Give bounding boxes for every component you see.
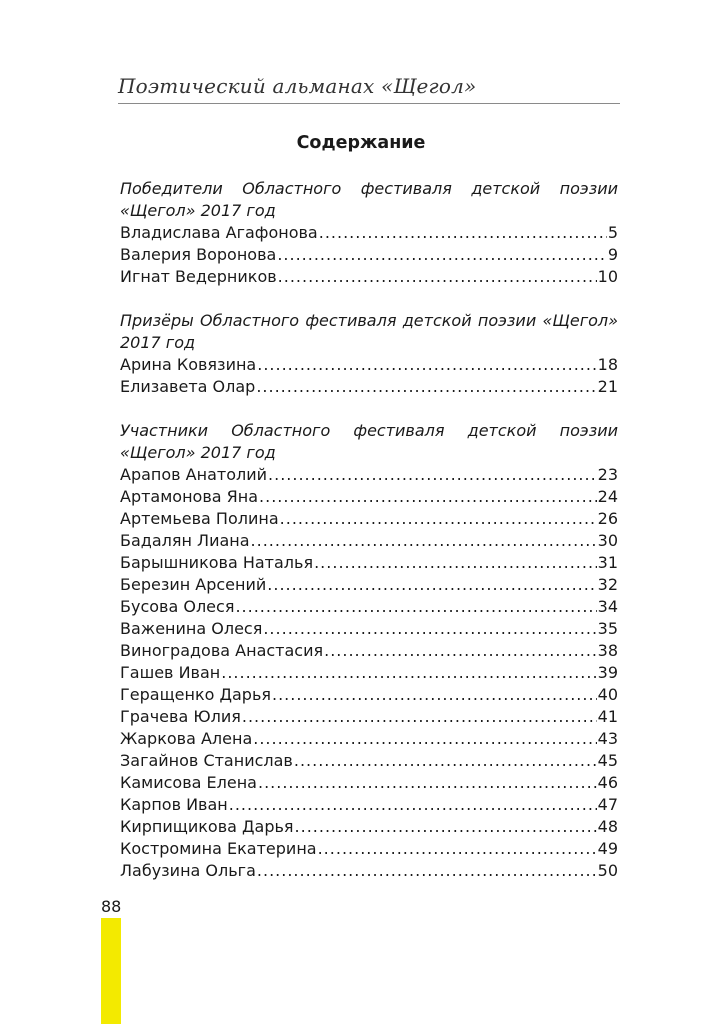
leader-dots — [263, 618, 596, 640]
entry-page: 47 — [597, 795, 618, 814]
leader-dots — [295, 816, 597, 838]
leader-dots — [242, 706, 597, 728]
entry-page: 41 — [597, 707, 618, 726]
toc-entry[interactable] — [120, 376, 618, 398]
leader-dots — [256, 376, 596, 398]
leader-dots — [259, 486, 597, 508]
toc-entry[interactable] — [120, 266, 618, 288]
toc-entry[interactable] — [120, 772, 618, 794]
entry-page: 43 — [597, 729, 618, 748]
leader-dots — [272, 684, 597, 706]
toc-entry[interactable] — [120, 640, 618, 662]
leader-dots — [251, 530, 597, 552]
leader-dots — [253, 728, 596, 750]
entry-name: Бадалян Лиана — [120, 531, 250, 550]
leader-dots — [278, 266, 597, 288]
entry-page: 30 — [597, 531, 618, 550]
leader-dots — [257, 354, 596, 376]
leader-dots — [267, 574, 596, 596]
entry-page: 23 — [597, 465, 618, 484]
entry-page: 18 — [597, 355, 618, 374]
entry-name: Березин Арсений — [120, 575, 267, 594]
entry-page: 38 — [597, 641, 618, 660]
toc-entry[interactable] — [120, 552, 618, 574]
leader-dots — [257, 860, 597, 882]
entry-name: Костромина Екатерина — [120, 839, 317, 858]
entry-page: 48 — [597, 817, 618, 836]
entry-page: 39 — [597, 663, 618, 682]
entry-page: 5 — [607, 223, 618, 242]
leader-dots — [324, 640, 597, 662]
entry-name: Загайнов Станислав — [120, 751, 293, 770]
entry-page: 21 — [597, 377, 618, 396]
toc-entry[interactable] — [120, 354, 618, 376]
entry-page: 31 — [597, 553, 618, 572]
toc-entry[interactable] — [120, 530, 618, 552]
toc-entry[interactable] — [120, 750, 618, 772]
toc-entry[interactable] — [120, 684, 618, 706]
leader-dots — [229, 794, 597, 816]
toc-entry[interactable] — [120, 464, 618, 486]
toc-entry[interactable] — [120, 574, 618, 596]
entry-name: Важенина Олеся — [120, 619, 263, 638]
toc-entry[interactable] — [120, 706, 618, 728]
leader-dots — [294, 750, 597, 772]
leader-dots — [280, 508, 597, 530]
entry-name: Валерия Воронова — [120, 245, 277, 264]
toc-entry[interactable] — [120, 618, 618, 640]
entry-page: 10 — [597, 267, 618, 286]
toc-section-participants — [120, 420, 618, 882]
entry-page: 9 — [607, 245, 618, 264]
entry-page: 46 — [597, 773, 618, 792]
page-number: 88 — [101, 897, 122, 916]
toc-entry[interactable] — [120, 860, 618, 882]
entry-page: 45 — [597, 751, 618, 770]
entry-page: 32 — [597, 575, 618, 594]
leader-dots — [319, 222, 607, 244]
entry-page: 24 — [597, 487, 618, 506]
entry-name: Виноградова Анастасия — [120, 641, 324, 660]
toc-entry[interactable] — [120, 662, 618, 684]
entry-name: Барышникова Наталья — [120, 553, 314, 572]
leader-dots — [318, 838, 597, 860]
entry-page: 49 — [597, 839, 618, 858]
entry-name: Геращенко Дарья — [120, 685, 271, 704]
toc-section-winners — [120, 178, 618, 288]
entry-name: Лабузина Ольга — [120, 861, 256, 880]
section-heading: Призёры Областного фестиваля детской поэзии «Щегол» 2017 год — [120, 311, 618, 352]
toc-section-prizewinners — [120, 310, 618, 398]
leader-dots — [314, 552, 597, 574]
entry-page: 35 — [597, 619, 618, 638]
entry-page: 40 — [597, 685, 618, 704]
entry-name: Арапов Анатолий — [120, 465, 268, 484]
entry-name: Арина Ковязина — [120, 355, 257, 374]
entry-name: Артемьева Полина — [120, 509, 279, 528]
toc-entry[interactable] — [120, 596, 618, 618]
section-heading: Участники Областного фестиваля детской поэзии «Щегол» 2017 год — [120, 421, 618, 462]
running-header: Поэтический альманах «Щегол» — [118, 74, 477, 98]
entry-name: Игнат Ведерников — [120, 267, 277, 286]
toc-entry[interactable] — [120, 838, 618, 860]
entry-page: 50 — [597, 861, 618, 880]
entry-name: Кирпищикова Дарья — [120, 817, 294, 836]
entry-name: Бусова Олеся — [120, 597, 235, 616]
leader-dots — [258, 772, 597, 794]
toc-entry[interactable] — [120, 222, 618, 244]
toc-entry[interactable] — [120, 508, 618, 530]
toc-entry[interactable] — [120, 794, 618, 816]
section-heading: Победители Областного фестиваля детской поэзии «Щегол» 2017 год — [120, 179, 618, 220]
leader-dots — [221, 662, 596, 684]
leader-dots — [268, 464, 597, 486]
toc-title: Содержание — [296, 133, 426, 153]
entry-name: Грачева Юлия — [120, 707, 241, 726]
entry-name: Камисова Елена — [120, 773, 257, 792]
entry-name: Жаркова Алена — [120, 729, 253, 748]
toc-entry[interactable] — [120, 816, 618, 838]
header-divider — [118, 103, 620, 104]
entry-name: Гашев Иван — [120, 663, 221, 682]
entry-name: Артамонова Яна — [120, 487, 259, 506]
entry-name: Владислава Агафонова — [120, 223, 318, 242]
toc-entry[interactable] — [120, 486, 618, 508]
toc-entry[interactable] — [120, 244, 618, 266]
entry-name: Карпов Иван — [120, 795, 228, 814]
leader-dots — [277, 244, 607, 266]
toc-entry[interactable] — [120, 728, 618, 750]
leader-dots — [235, 596, 596, 618]
entry-name: Елизавета Олар — [120, 377, 256, 396]
entry-page: 34 — [597, 597, 618, 616]
edge-color-bar — [101, 918, 121, 1024]
entry-page: 26 — [597, 509, 618, 528]
